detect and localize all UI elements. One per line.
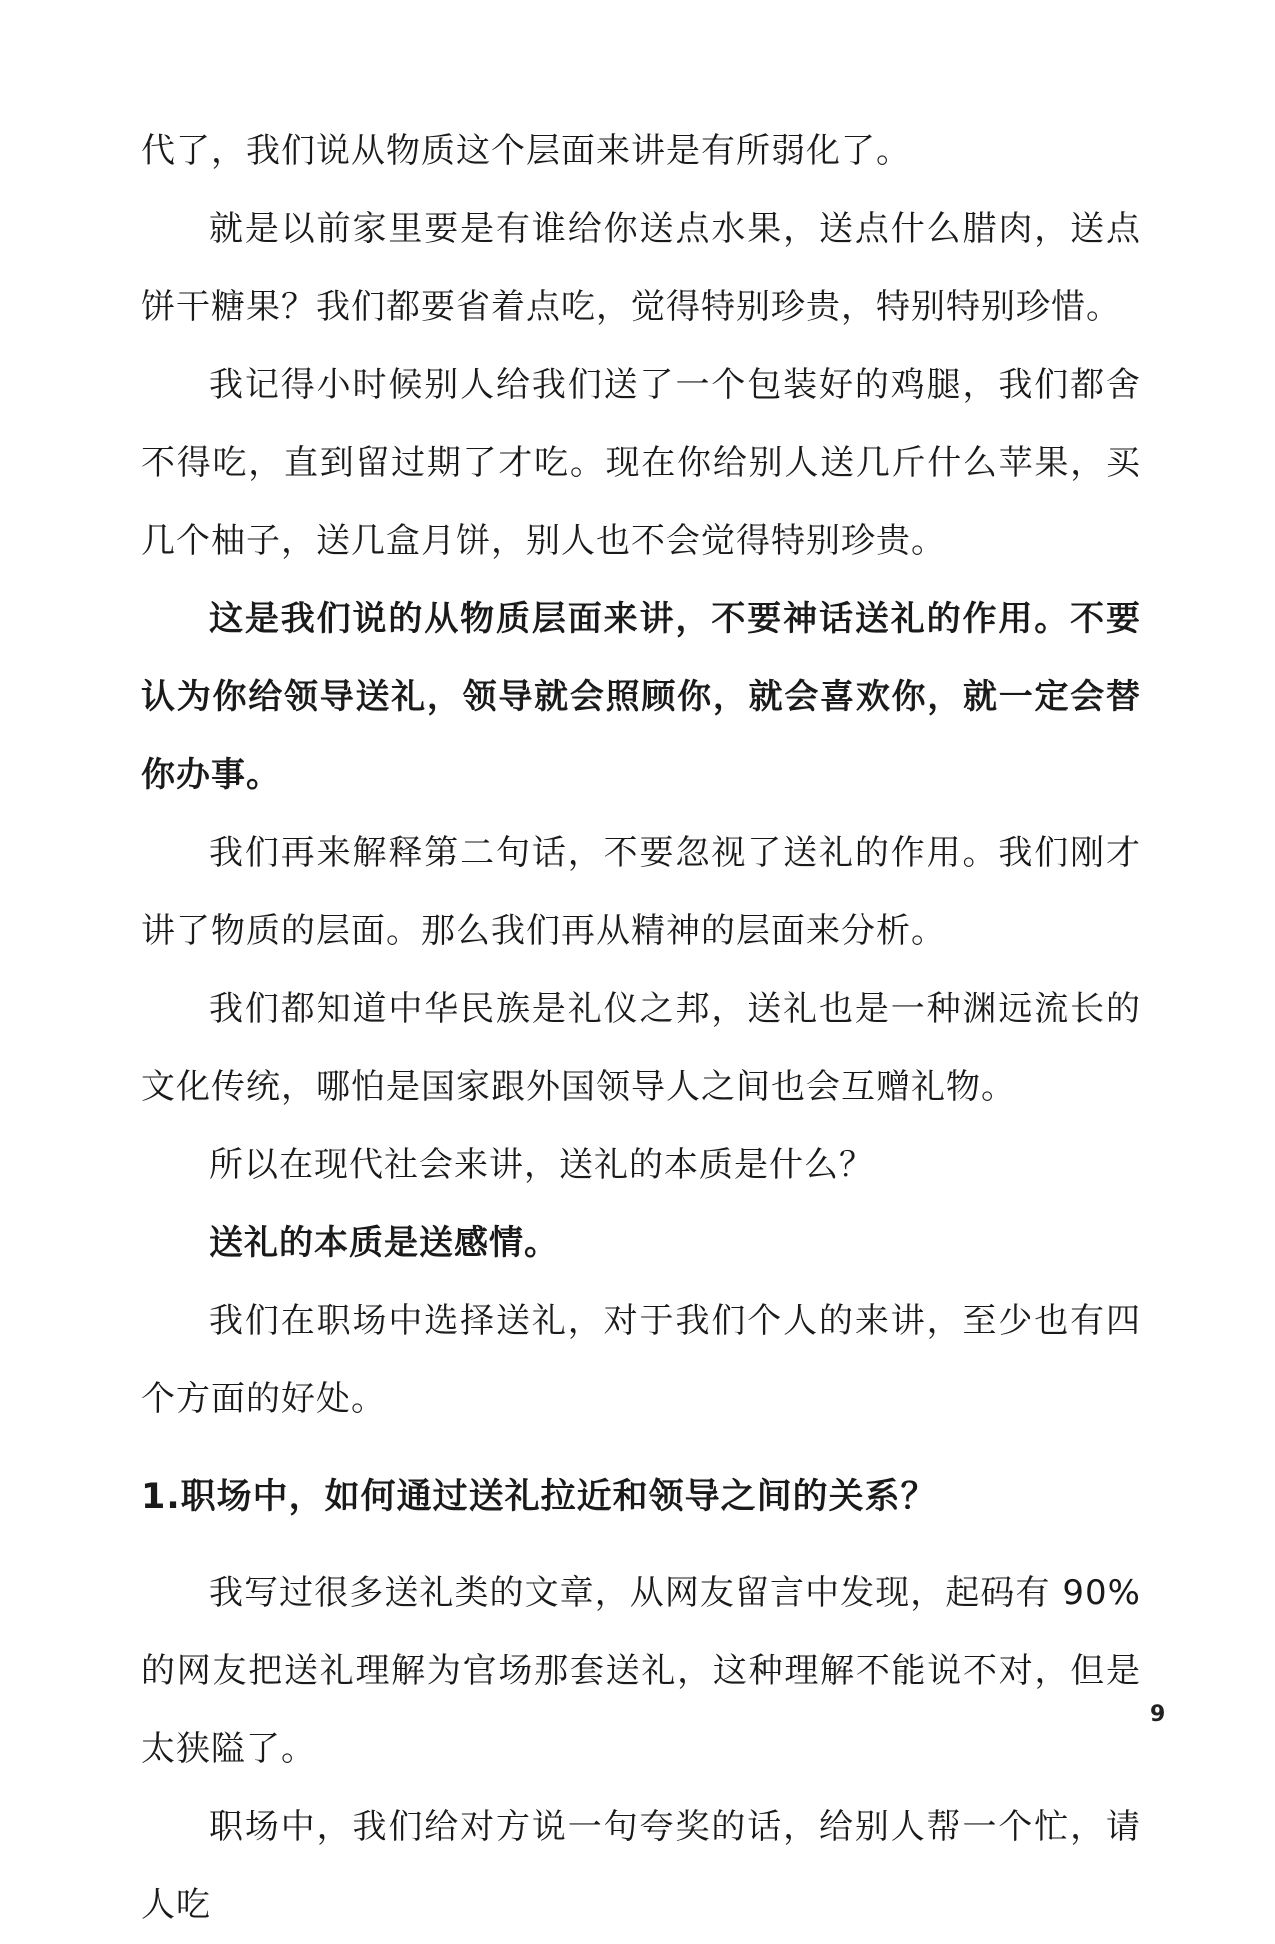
section-heading: 1.职场中，如何通过送礼拉近和领导之间的关系？ — [141, 1477, 937, 1517]
paragraph-5: 我们再来解释第二句话，不要忽视了送礼的作用。我们刚才讲了物质的层面。那么我们再从精神的层面来分析。 — [141, 833, 1141, 951]
paragraph-8-emphasis: 送礼的本质是送感情。 — [209, 1223, 559, 1263]
paragraph-4-emphasis: 这是我们说的从物质层面来讲，不要神话送礼的作用。不要认为你给领导送礼，领导就会照顾你，就会喜欢你，就一定会替你办事。 — [141, 599, 1141, 795]
paragraph-3: 我记得小时候别人给我们送了一个包装好的鸡腿，我们都舍不得吃，直到留过期了才吃。现在你给别人送几斤什么苹果，买几个柚子，送几盒月饼，别人也不会觉得特别珍贵。 — [141, 365, 1141, 561]
page-number: 9 — [1150, 1702, 1166, 1727]
paragraph-2: 就是以前家里要是有谁给你送点水果，送点什么腊肉，送点饼干糖果？我们都要省着点吃，觉得特别珍贵，特别特别珍惜。 — [141, 209, 1141, 327]
paragraph-9: 我们在职场中选择送礼，对于我们个人的来讲，至少也有四个方面的好处。 — [141, 1301, 1141, 1419]
paragraph-11: 职场中，我们给对方说一句夸奖的话，给别人帮一个忙，请人吃 — [141, 1807, 1141, 1925]
paragraph-10: 我写过很多送礼类的文章，从网友留言中发现，起码有 90%的网友把送礼理解为官场那套送礼，这种理解不能说不对，但是太狭隘了。 — [141, 1573, 1141, 1769]
paragraph-6: 我们都知道中华民族是礼仪之邦，送礼也是一种渊远流长的文化传统，哪怕是国家跟外国领导人之间也会互赠礼物。 — [141, 989, 1141, 1107]
paragraph-1: 代了，我们说从物质这个层面来讲是有所弱化了。 — [141, 131, 911, 171]
paragraph-7: 所以在现代社会来讲，送礼的本质是什么？ — [209, 1145, 874, 1185]
document-body — [141, 112, 1141, 1944]
